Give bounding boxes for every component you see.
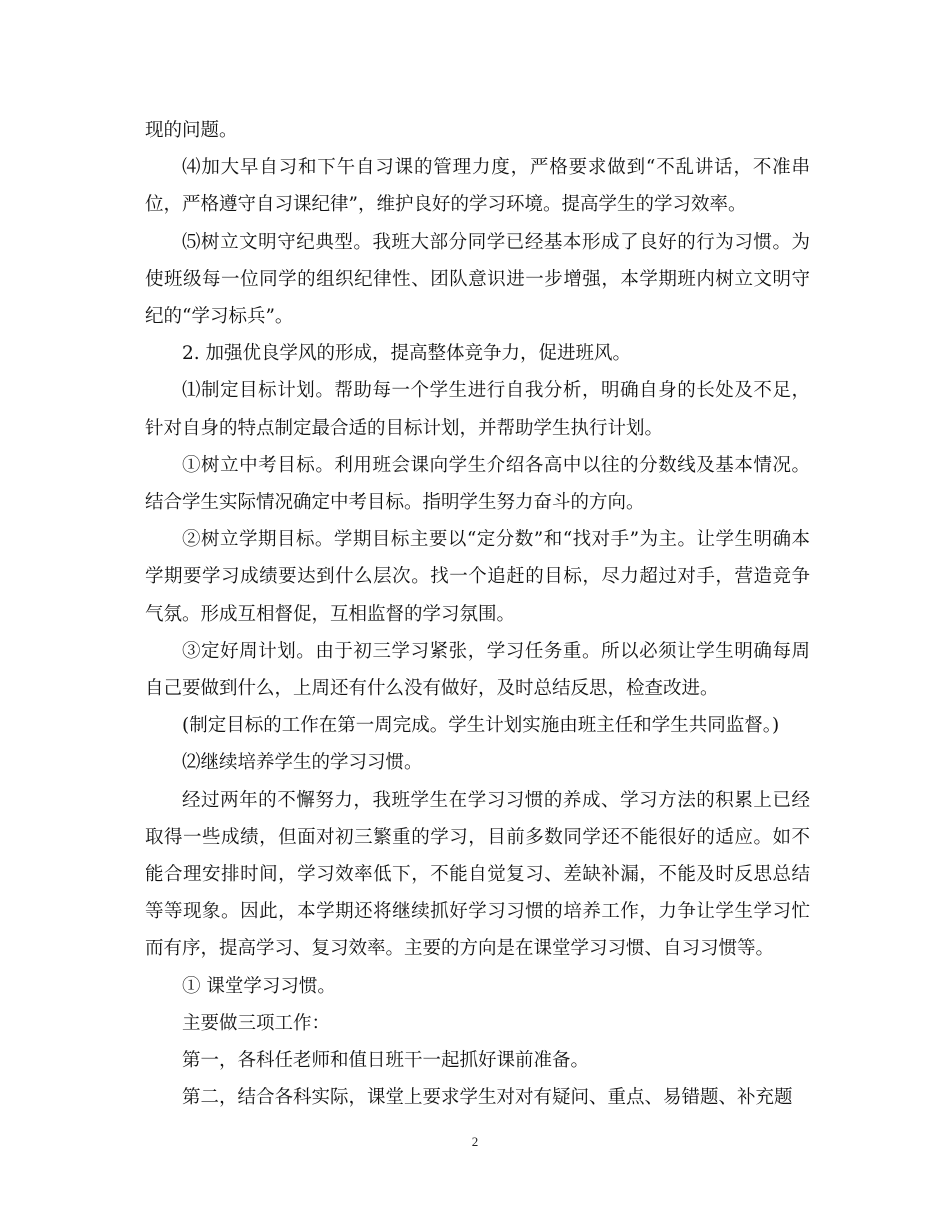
paragraph: ⑵继续培养学生的学习习惯。 — [182, 752, 423, 774]
paragraph: ① 课堂学习习惯。 — [182, 975, 336, 997]
page-number: 2 — [471, 1134, 479, 1149]
document-body — [145, 112, 810, 1116]
paragraph: ⑷加大早自习和下午自习课的管理力度，严格要求做到“不乱讲话，不准串位，严格遵守自习课纪律”，维护良好的学习环境。提高学生的学习效率。 — [145, 157, 810, 216]
paragraph: 第二，结合各科实际，课堂上要求学生对对有疑问、重点、易错题、补充题 — [182, 1087, 793, 1109]
paragraph: 现的问题。 — [145, 120, 238, 141]
paragraph: ⑸树立文明守纪典型。我班大部分同学已经基本形成了良好的行为习惯。为使班级每一位同学的组织纪律性、团队意识进一步增强，本学期班内树立文明守纪的“学习标兵”。 — [145, 231, 810, 328]
paragraph: ⑴制定目标计划。帮助每一个学生进行自我分析，明确自身的长处及不足，针对自身的特点制定最合适的目标计划，并帮助学生执行计划。 — [145, 380, 810, 439]
paragraph: ③定好周计划。由于初三学习紧张，学习任务重。所以必须让学生明确每周自己要做到什么，上周还有什么没有做好，及时总结反思，检查改进。 — [145, 640, 810, 700]
section-heading: 2. 加强优良学风的形成，提高整体竞争力，促进班风。 — [182, 343, 632, 365]
paragraph: ①树立中考目标。利用班会课向学生介绍各高中以往的分数线及基本情况。结合学生实际情况确定中考目标。指明学生努力奋斗的方向。 — [145, 454, 810, 514]
paragraph: ②树立学期目标。学期目标主要以“定分数”和“找对手”为主。让学生明确本学期要学习成绩要达到什么层次。找一个追赶的目标，尽力超过对手，营造竞争气氛。形成互相督促，互相监督的学习氛围。 — [145, 529, 810, 625]
paragraph: (制定目标的工作在第一周完成。学生计划实施由班主任和学生共同监督。) — [182, 715, 780, 737]
paragraph: 第一，各科任老师和值日班干一起抓好课前准备。 — [182, 1050, 590, 1072]
paragraph: 主要做三项工作： — [182, 1012, 331, 1034]
paragraph: 经过两年的不懈努力，我班学生在学习习惯的养成、学习方法的积累上已经取得一些成绩，但面对初三繁重的学习，目前多数同学还不能很好的适应。如不能合理安排时间，学习效率低下，不能自觉复习、差缺补漏，不能及时反思总结等等现象。因此，本学期还将继续抓好学习习惯的培养工作，力争让学生学习忙而有序，提高学习、复习效率。主要的方向是在课堂学习习惯、自习习惯等。 — [145, 789, 810, 960]
